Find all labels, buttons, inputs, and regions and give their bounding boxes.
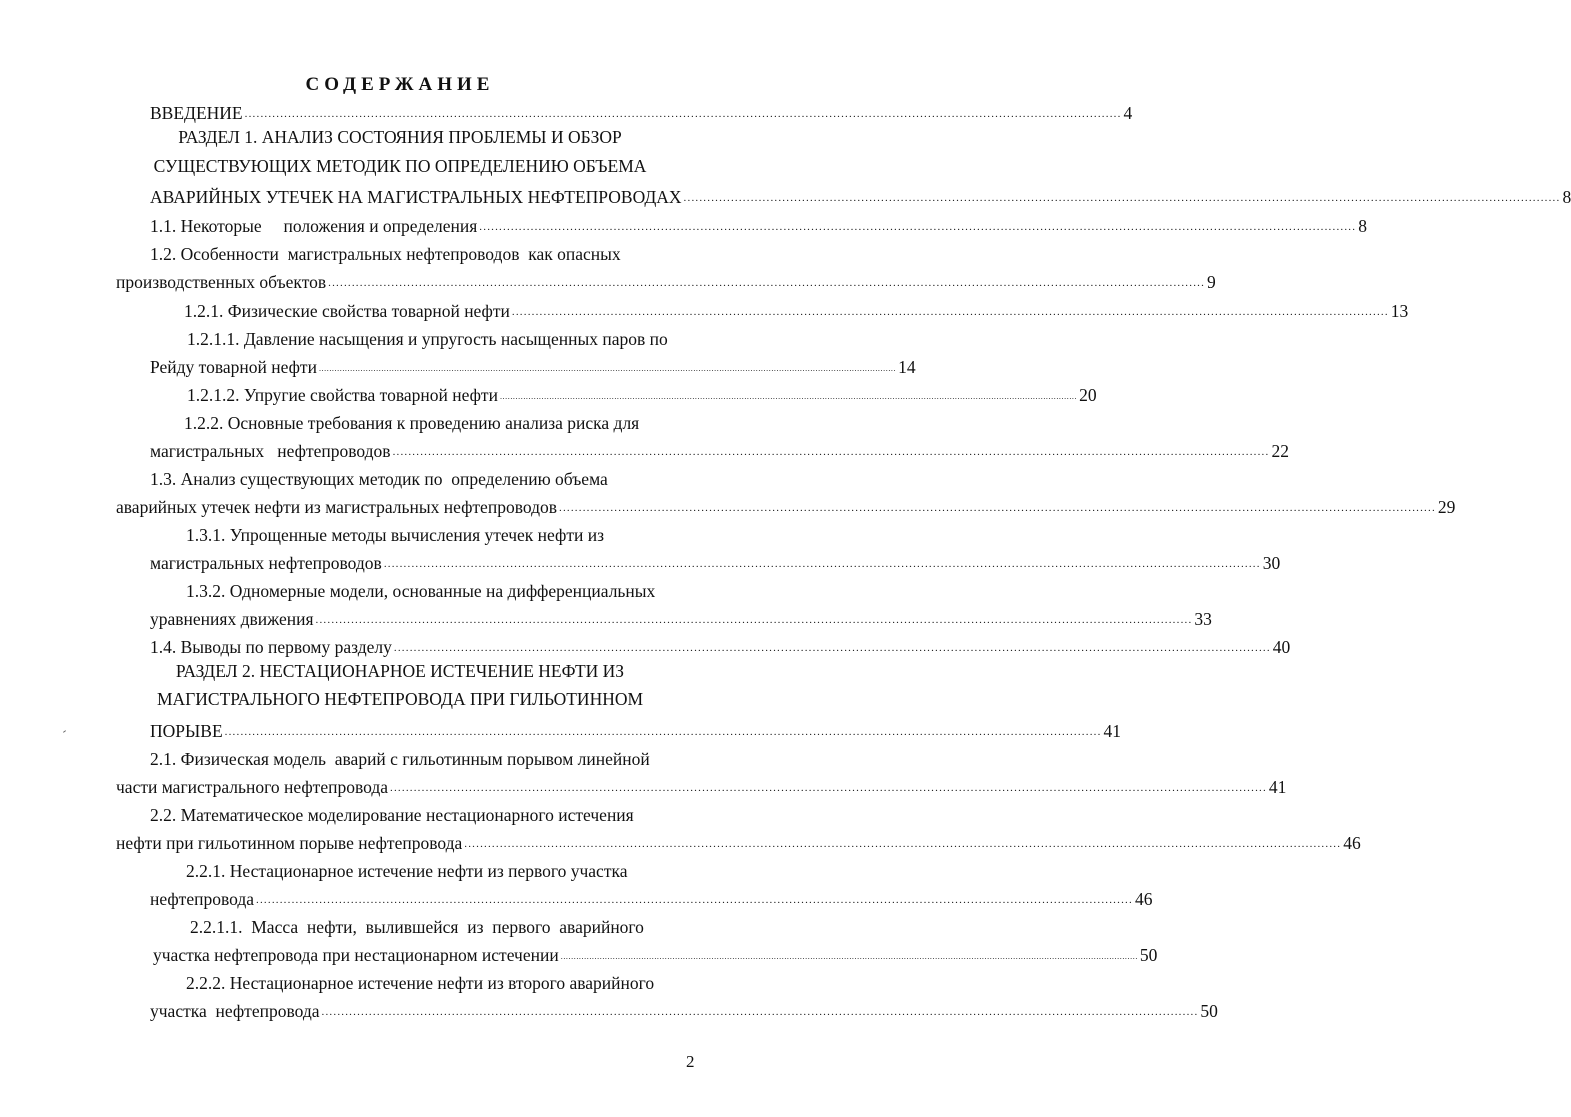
- toc-section-heading-line: СУЩЕСТВУЮЩИХ МЕТОДИК ПО ОПРЕДЕЛЕНИЮ ОБЪЕМА: [153, 156, 647, 176]
- leader-dots: ..............................................................................................................................................................................................................................: [318, 364, 897, 373]
- toc-title: СОДЕРЖАНИЕ: [305, 74, 495, 95]
- leader-dots: ..............................................................................................................................................................................................................................: [559, 502, 1436, 514]
- toc-entry-page: 9: [1207, 272, 1216, 292]
- toc-entry-text: 1.2.1.1. Давление насыщения и упругость насыщенных паров по: [187, 329, 668, 349]
- leader-dots: ..............................................................................................................................................................................................................................: [328, 277, 1206, 289]
- toc-entry-text: 2.2.1.1. Масса нефти, вылившейся из первого аварийного: [190, 917, 644, 937]
- toc-entry-page: 30: [1262, 553, 1281, 573]
- toc-entry-text: Рейду товарной нефти: [150, 357, 317, 377]
- toc-entry-page: 46: [1343, 833, 1361, 853]
- toc-entry-1-2-1-2: [187, 381, 1097, 405]
- toc-entry-text: уравнениях движения: [150, 609, 314, 629]
- leader-dots: ..............................................................................................................................................................................................................................: [683, 192, 1561, 204]
- toc-entry-text: магистральных нефтепроводов: [150, 553, 382, 573]
- toc-entry-1-2: [116, 268, 1216, 292]
- toc-entry-page: 4: [1123, 103, 1133, 123]
- toc-entry-1-2-1-1: [150, 353, 916, 377]
- toc-entry-introduction: [150, 99, 1133, 123]
- toc-entry-2-2: [116, 829, 1361, 853]
- toc-entry-text: 2.1. Физическая модель аварий с гильотинным порывом линейной: [150, 749, 650, 769]
- toc-entry-line: [150, 801, 738, 825]
- toc-entry-text: АВАРИЙНЫХ УТЕЧЕК НА МАГИСТРАЛЬНЫХ НЕФТЕПРОВОДАХ: [150, 187, 682, 207]
- toc-entry-1-3-1: [150, 549, 1281, 573]
- toc-entry-page: 8: [1358, 216, 1367, 236]
- toc-entry-2-1: [116, 773, 1287, 797]
- toc-entry-page: 13: [1390, 301, 1409, 321]
- toc-entry-text: части магистрального нефтепровода: [116, 777, 389, 797]
- leader-dots: ..............................................................................................................................................................................................................................: [315, 614, 1193, 626]
- toc-entry-text: ПОРЫВЕ: [150, 721, 223, 741]
- toc-entry-text: производственных объектов: [116, 272, 327, 292]
- toc-entry-text: 1.3.1. Упрощенные методы вычисления утечек нефти из: [186, 525, 605, 545]
- leader-dots: ..............................................................................................................................................................................................................................: [511, 306, 1389, 318]
- toc-entry-text: аварийных утечек нефти из магистральных нефтепроводов: [116, 497, 557, 517]
- toc-entry-1-4: [150, 633, 1291, 657]
- leader-dots: ..............................................................................................................................................................................................................................: [321, 1006, 1199, 1018]
- leader-dots: ..............................................................................................................................................................................................................................: [390, 782, 1267, 794]
- toc-entry-2-2-1: [150, 885, 1153, 909]
- leader-dots: ..............................................................................................................................................................................................................................: [393, 642, 1271, 654]
- toc-entry-line: [186, 577, 738, 601]
- toc-entry-text: нефти при гильотинном порыве нефтепровода: [116, 833, 463, 853]
- toc-entry-1-2-1: [184, 297, 1409, 321]
- toc-entry-text: 1.2.1.2. Упругие свойства товарной нефти: [187, 385, 498, 405]
- toc-entry-page: 50: [1200, 1001, 1218, 1021]
- toc-entry-text: участка нефтепровода: [150, 1001, 320, 1021]
- toc-entry-text: 2.2.2. Нестационарное истечение нефти из второго аварийного: [186, 973, 655, 993]
- toc-entry-text: магистральных нефтепроводов: [150, 441, 391, 461]
- toc-entry-page: 8: [1562, 187, 1571, 207]
- toc-entry-page: 50: [1139, 945, 1158, 965]
- toc-entry-2-2-1-1: [153, 941, 1158, 965]
- toc-entry-1-2-2: [150, 437, 1289, 461]
- toc-entry-text: 2.2.1. Нестационарное истечение нефти из первого участка: [186, 861, 628, 881]
- leader-dots: ..............................................................................................................................................................................................................................: [499, 392, 1078, 401]
- toc-section-heading-line: РАЗДЕЛ 2. НЕСТАЦИОНАРНОЕ ИСТЕЧЕНИЕ НЕФТИ ИЗ: [175, 661, 625, 681]
- leader-dots: ..............................................................................................................................................................................................................................: [383, 558, 1261, 570]
- toc-entry-line: [186, 969, 738, 993]
- toc-entry-line: [186, 857, 738, 881]
- toc-section-heading-line: РАЗДЕЛ 1. АНАЛИЗ СОСТОЯНИЯ ПРОБЛЕМЫ И ОБЗОР: [178, 127, 622, 147]
- leader-dots: ..............................................................................................................................................................................................................................: [392, 446, 1270, 458]
- leader-dots: ..............................................................................................................................................................................................................................: [256, 894, 1133, 906]
- page-number: 2: [686, 1052, 695, 1071]
- toc-entry-page: 22: [1271, 441, 1289, 461]
- toc-entry-text: 1.2.2. Основные требования к проведению анализа риска для: [184, 413, 640, 433]
- toc-entry-line: [190, 913, 705, 937]
- leader-dots: ..............................................................................................................................................................................................................................: [560, 952, 1138, 961]
- toc-entry-1-1: [150, 212, 1367, 236]
- toc-entry-text: 1.1. Некоторые положения и определения: [150, 216, 478, 236]
- leader-dots: ..............................................................................................................................................................................................................................: [464, 838, 1342, 850]
- leader-dots: ..............................................................................................................................................................................................................................: [224, 726, 1102, 738]
- toc-entry-page: 29: [1437, 497, 1456, 517]
- toc-entry-page: 46: [1134, 889, 1153, 909]
- toc-entry-text: 1.3.2. Одномерные модели, основанные на дифференциальных: [186, 581, 656, 601]
- leader-dots: ..............................................................................................................................................................................................................................: [479, 221, 1357, 233]
- toc-entry-line: [150, 240, 738, 264]
- scan-speck: [63, 730, 66, 733]
- toc-entry-section-2: [150, 717, 1122, 741]
- toc-entry-1-3: [116, 493, 1456, 517]
- toc-entry-section-1: [150, 183, 1571, 207]
- toc-entry-text: 1.2.1. Физические свойства товарной нефти: [184, 301, 510, 321]
- toc-entry-line: [184, 409, 738, 433]
- toc-entry-text: нефтепровода: [150, 889, 255, 909]
- toc-entry-page: 20: [1079, 385, 1097, 405]
- toc-entry-line: [150, 745, 738, 769]
- toc-entry-line: [187, 325, 738, 349]
- toc-entry-line: [150, 465, 738, 489]
- toc-entry-text: 2.2. Математическое моделирование нестационарного истечения: [150, 805, 634, 825]
- toc-entry-text: 1.3. Анализ существующих методик по определению объема: [150, 469, 608, 489]
- toc-entry-2-2-2: [150, 997, 1218, 1021]
- toc-section-heading-line: МАГИСТРАЛЬНОГО НЕФТЕПРОВОДА ПРИ ГИЛЬОТИННОМ: [156, 689, 644, 709]
- toc-entry-page: 40: [1272, 637, 1291, 657]
- toc-entry-page: 33: [1194, 609, 1212, 629]
- toc-entry-page: 14: [898, 357, 916, 377]
- toc-entry-1-3-2: [150, 605, 1212, 629]
- toc-entry-page: 41: [1103, 721, 1122, 741]
- toc-entry-text: 1.4. Выводы по первому разделу: [150, 637, 392, 657]
- leader-dots: ..............................................................................................................................................................................................................................: [244, 108, 1122, 120]
- toc-entry-text: 1.2. Особенности магистральных нефтепроводов как опасных: [150, 244, 621, 264]
- toc-entry-text: участка нефтепровода при нестационарном истечении: [153, 945, 559, 965]
- toc-entry-text: ВВЕДЕНИЕ: [150, 103, 243, 123]
- toc-entry-line: [186, 521, 738, 545]
- toc-entry-page: 41: [1268, 777, 1287, 797]
